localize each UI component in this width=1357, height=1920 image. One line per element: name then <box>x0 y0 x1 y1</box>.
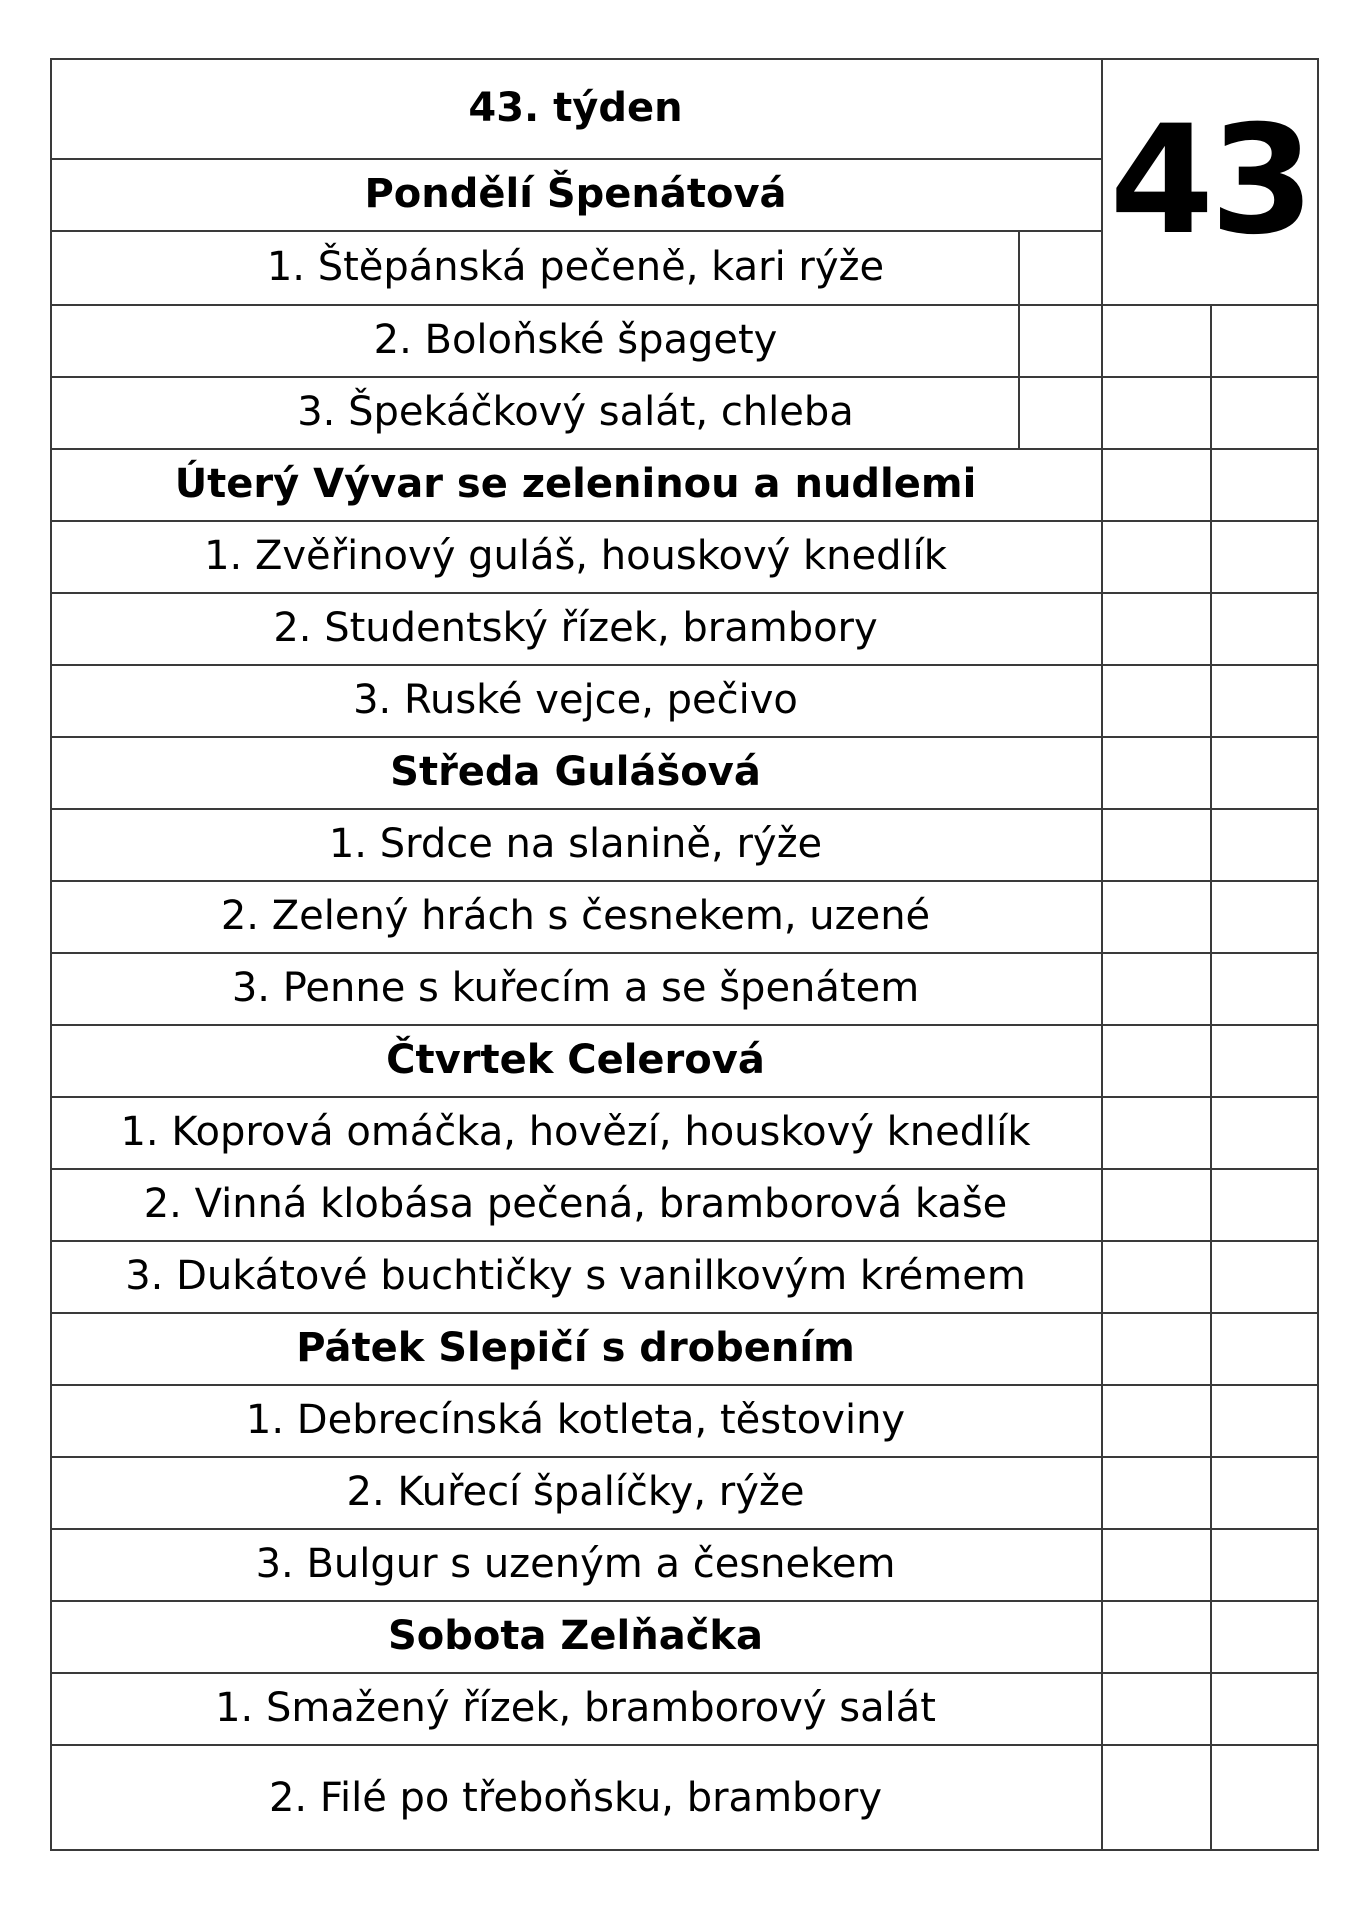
day-heading: Pátek Slepičí s drobením <box>296 1325 855 1371</box>
weekly-menu-table <box>50 58 1319 1851</box>
day-heading: Sobota Zelňačka <box>387 1613 764 1659</box>
menu-item: 3. Špekáčkový salát, chleba <box>297 389 854 435</box>
menu-item: 1. Koprová omáčka, hovězí, houskový knedlík <box>120 1109 1031 1155</box>
menu-item: 2. Zelený hrách s česnekem, uzené <box>220 893 931 939</box>
menu-item: 3. Dukátové buchtičky s vanilkovým krémem <box>125 1253 1026 1299</box>
menu-item: 1. Srdce na slanině, rýže <box>328 821 823 867</box>
menu-item: 1. Smažený řízek, bramborový salát <box>215 1685 936 1731</box>
menu-item: 1. Debrecínská kotleta, těstoviny <box>245 1397 906 1443</box>
day-heading: Pondělí Špenátová <box>364 171 787 217</box>
column-divider-right <box>1210 304 1212 1851</box>
column-divider-main <box>1101 58 1103 1851</box>
menu-item: 3. Bulgur s uzeným a česnekem <box>255 1541 896 1587</box>
day-heading: Čtvrtek Celerová <box>386 1037 765 1083</box>
menu-item: 3. Ruské vejce, pečivo <box>353 677 798 723</box>
menu-item: 2. Vinná klobása pečená, bramborová kaše <box>143 1181 1008 1227</box>
menu-item: 2. Filé po třeboňsku, brambory <box>268 1774 883 1821</box>
week-number-badge: 43 <box>1109 94 1311 268</box>
day-heading: Středa Gulášová <box>390 749 761 795</box>
menu-item: 1. Zvěřinový guláš, houskový knedlík <box>204 533 947 579</box>
week-title: 43. týden <box>468 85 683 131</box>
menu-item: 2. Boloňské špagety <box>373 317 778 363</box>
menu-item: 3. Penne s kuřecím a se špenátem <box>231 965 920 1011</box>
table-border-right <box>1317 58 1319 1851</box>
menu-item: 2. Kuřecí špalíčky, rýže <box>346 1469 805 1515</box>
menu-item: 2. Studentský řízek, brambory <box>273 605 878 651</box>
menu-item: 1. Štěpánská pečeně, kari rýže <box>266 244 885 290</box>
day-heading: Úterý Vývar se zeleninou a nudlemi <box>174 461 977 507</box>
